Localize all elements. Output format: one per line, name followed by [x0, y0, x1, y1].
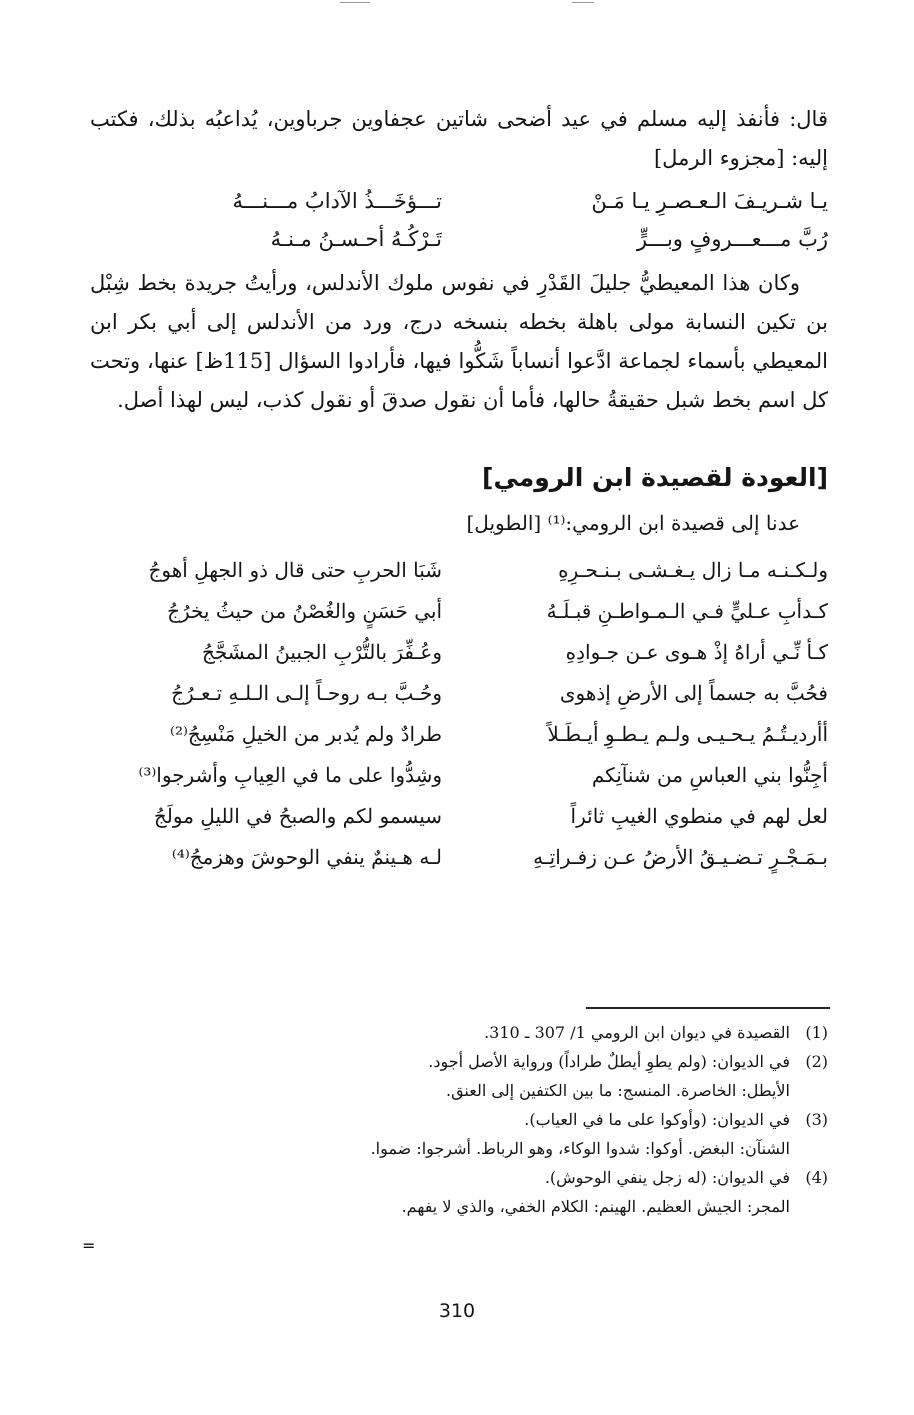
- verse-ramal: [90, 182, 828, 258]
- footnote-continuation: الأيطل: الخاصرة. المنسج: ما بين الكتفين إلى العنق.: [446, 1081, 790, 1100]
- page-number: 310: [438, 1300, 476, 1322]
- poem-line: [90, 714, 828, 755]
- footnote-text: في الديوان: (له زجل ينفي الوحوش).: [544, 1168, 790, 1187]
- poem-intro: عدنا إلى قصيدة ابن الرومي:⁽¹⁾ [الطويل]: [466, 511, 800, 535]
- hemistich-first: كـأ نِّـي أراهُ إذْ هـوى عـن جـوادِهِ: [565, 640, 828, 664]
- footnote-item: [90, 1163, 828, 1192]
- paragraph-anecdote: قال: فأنفذ إليه مسلم في عيد أضحى شاتين عجفاوين جرباوين، يُداعبُه بذلك، فكتب إليه: [مجزوء الرمل]: [90, 107, 828, 170]
- footnote-continuation: المجر: الجيش العظيم. الهينم: الكلام الخفي، والذي لا يفهم.: [401, 1197, 790, 1216]
- footnote-text: القصيدة في ديوان ابن الرومي 1/ 307 ـ 310.: [484, 1023, 790, 1042]
- paragraph-muayti: وكان هذا المعيطيُّ جليلَ القَدْرِ في نفوس ملوك الأندلس، ورأيتُ جريدة بخط شِبْل بن تكين النسابة مولى باهلة بخطه بنسخه درج، ورد من الأندلس إلى أبي بكر ابن المعيطي بأسماء لجماعة ادَّعوا أنساباً شَكُّوا فيها، فأرادوا السؤال [115ظ] عنها، وتحت كل اسم بخط شبل حقيقةُ حالها، فأما أن نقول صدقَ أو نقول كذب، ليس لهذا أصل.: [90, 271, 828, 412]
- hemistich-first: يـا شـريـفَ الـعـصـرِ يـا مَـنْ: [591, 189, 828, 213]
- hemistich-first: أجِنُّوا بني العباسِ من شنآنِكم: [591, 763, 828, 787]
- hemistich-first: لعل لهم في منطوي الغيبِ ثائراً: [570, 804, 828, 828]
- hemistich-second: وشِدُّوا على ما في العِيابِ وأشرجوا⁽³⁾: [138, 763, 442, 787]
- footnote-item: [90, 1105, 828, 1134]
- footnote-divider: [586, 1007, 830, 1009]
- verse-line: [90, 182, 828, 220]
- poem-line: [90, 673, 828, 714]
- page-body: [90, 100, 828, 878]
- poem-line: [90, 837, 828, 878]
- poem-tawil: [90, 550, 828, 878]
- hemistich-second: أبي حَسَنٍ والغُصْنُ من حيثُ يخرُجُ: [167, 599, 442, 623]
- hemistich-second: سيسمو لكم والصبحُ في الليلِ مولَجُ: [153, 804, 442, 828]
- hemistich-second: تـــؤخَـــذُ الآدابُ مـــنـــهُ: [232, 189, 442, 213]
- hemistich-second: لـه هـينمٌ ينفي الوحوشَ وهزمجُ⁽⁴⁾: [171, 845, 442, 869]
- verse-line: [90, 220, 828, 258]
- continuation-mark: =: [82, 1236, 96, 1255]
- footnote-continuation: الشنآن: البغض. أوكوا: شدوا الوكاء، وهو الرباط. أشرجوا: ضموا.: [370, 1139, 790, 1158]
- hemistich-first: كـدأبِ عـليٍّ فـي الـمـواطـنِ قبـلَـهُ: [546, 599, 828, 623]
- poem-line: [90, 591, 828, 632]
- footnote-number: (2): [805, 1052, 828, 1071]
- hemistich-second: وعُـفِّرَ بالتُّرْبِ الجبينُ المشَجَّجُ: [201, 640, 442, 664]
- footnote-item: [90, 1047, 828, 1076]
- hemistich-first: ولـكـنـه مـا زال يـغـشـى بـنـحـرِهِ: [558, 558, 828, 582]
- footnote-number: (4): [805, 1168, 828, 1187]
- top-scan-marks: [340, 2, 600, 6]
- footnote-text: في الديوان: (ولم يطوِ أيطلٌ طراداً) ورواية الأصل أجود.: [428, 1052, 790, 1071]
- hemistich-first: فحُبَّ به جسماً إلى الأرضِ إذهوى: [559, 681, 828, 705]
- section-title: [العودة لقصيدة ابن الرومي]: [482, 463, 828, 492]
- hemistich-second: شَبَا الحربِ حتى قال ذو الجهلِ أهوجُ: [148, 558, 442, 582]
- hemistich-first: بـمَـجْـرٍ تـضـيـقُ الأرضُ عـن زفـراتِـهِ: [533, 845, 828, 869]
- footnote-number: (1): [805, 1023, 828, 1042]
- hemistich-second: تَـرْكُـهُ أحـسـنُ مـنـهُ: [270, 227, 442, 251]
- footnotes: [90, 1018, 828, 1221]
- poem-line: [90, 632, 828, 673]
- poem-line: [90, 755, 828, 796]
- hemistich-first: رُبَّ مـــعـــروفٍ وبـــرٍّ: [636, 227, 828, 251]
- hemistich-second: طرادٌ ولم يُدبر من الخيلِ مَنْسِجُ⁽²⁾: [170, 722, 442, 746]
- poem-line: [90, 796, 828, 837]
- footnote-number: (3): [805, 1110, 828, 1129]
- footnote-item: [90, 1018, 828, 1047]
- hemistich-second: وحُـبَّ بـه روحـاً إلـى الـلـهِ تـعـرُجُ: [171, 681, 442, 705]
- poem-line: [90, 550, 828, 591]
- hemistich-first: أأرديـتُـمُ يـحـيـى ولـم يـطـوِ أيـطَـلاً: [547, 722, 828, 746]
- footnote-text: في الديوان: (وأوكوا على ما في العياب).: [524, 1110, 790, 1129]
